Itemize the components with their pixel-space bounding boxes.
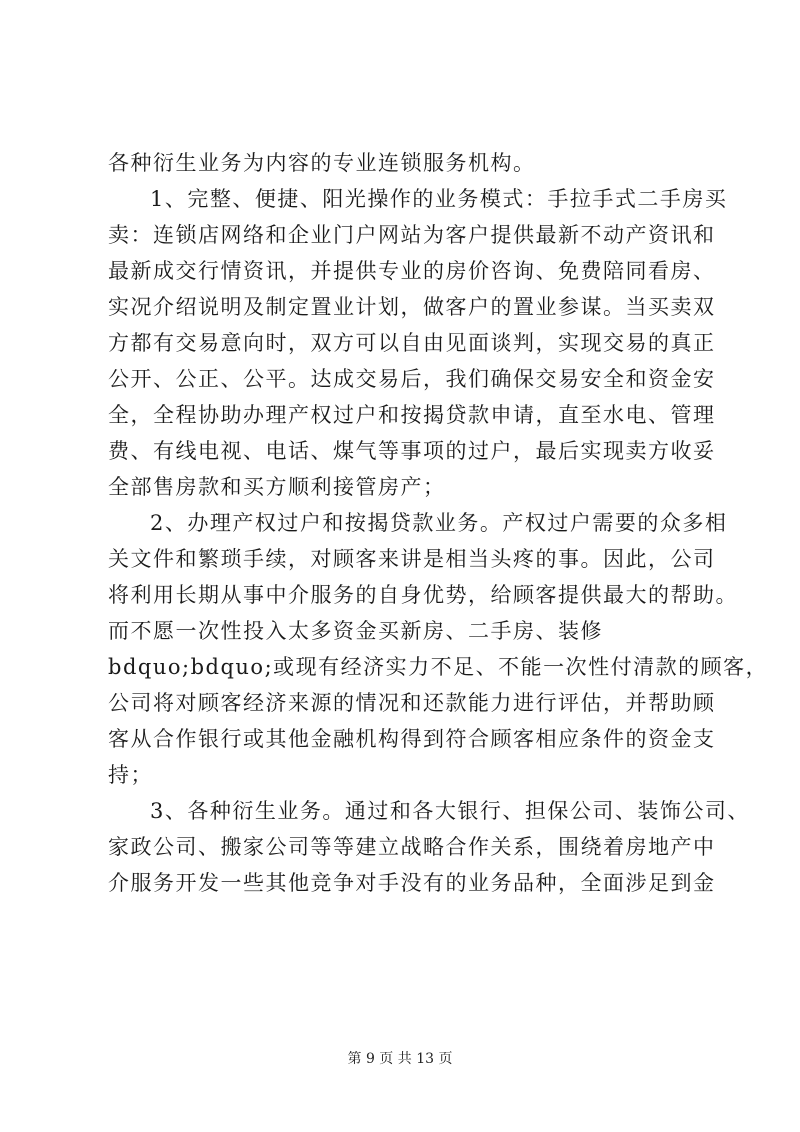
text-line: 1、完整、便捷、阳光操作的业务模式：手拉手式二手房买 xyxy=(150,187,728,211)
text-line: 费、有线电视、电话、煤气等事项的过户，最后实现卖方收妥 xyxy=(108,439,716,463)
text-line: 关文件和繁琐手续，对顾客来讲是相当头疼的事。因此，公司 xyxy=(108,547,716,571)
text-line: 2、办理产权过户和按揭贷款业务。产权过户需要的众多相 xyxy=(150,511,728,535)
text-line: bdquo;bdquo;或现有经济实力不足、不能一次性付清款的顾客， xyxy=(108,655,769,679)
text-line: 而不愿一次性投入太多资金买新房、二手房、装修 xyxy=(108,619,603,643)
text-line: 介服务开发一些其他竞争对手没有的业务品种，全面涉足到金 xyxy=(108,871,716,895)
text-line: 实况介绍说明及制定置业计划，做客户的置业参谋。当买卖双 xyxy=(108,295,716,319)
text-line: 全部售房款和买方顺利接管房产； xyxy=(108,475,446,499)
text-line: 方都有交易意向时，双方可以自由见面谈判，实现交易的真正 xyxy=(108,331,716,355)
text-line: 卖：连锁店网络和企业门户网站为客户提供最新不动产资讯和 xyxy=(108,223,716,247)
text-line: 将利用长期从事中介服务的自身优势，给顾客提供最大的帮助。 xyxy=(108,583,738,607)
text-line: 最新成交行情资讯，并提供专业的房价咨询、免费陪同看房、 xyxy=(108,259,716,283)
page-number-footer: 第 9 页 共 13 页 xyxy=(347,1051,453,1067)
text-line: 各种衍生业务为内容的专业连锁服务机构。 xyxy=(108,151,536,175)
text-line: 客从合作银行或其他金融机构得到符合顾客相应条件的资金支 xyxy=(108,727,716,751)
text-line: 3、各种衍生业务。通过和各大银行、担保公司、装饰公司、 xyxy=(150,799,750,823)
text-line: 全，全程协助办理产权过户和按揭贷款申请，直至水电、管理 xyxy=(108,403,716,427)
text-line: 公开、公正、公平。达成交易后，我们确保交易安全和资金安 xyxy=(108,367,716,391)
text-line: 持； xyxy=(108,763,153,787)
text-line: 家政公司、搬家公司等等建立战略合作关系，围绕着房地产中 xyxy=(108,835,716,859)
text-line: 公司将对顾客经济来源的情况和还款能力进行评估，并帮助顾 xyxy=(108,691,716,715)
